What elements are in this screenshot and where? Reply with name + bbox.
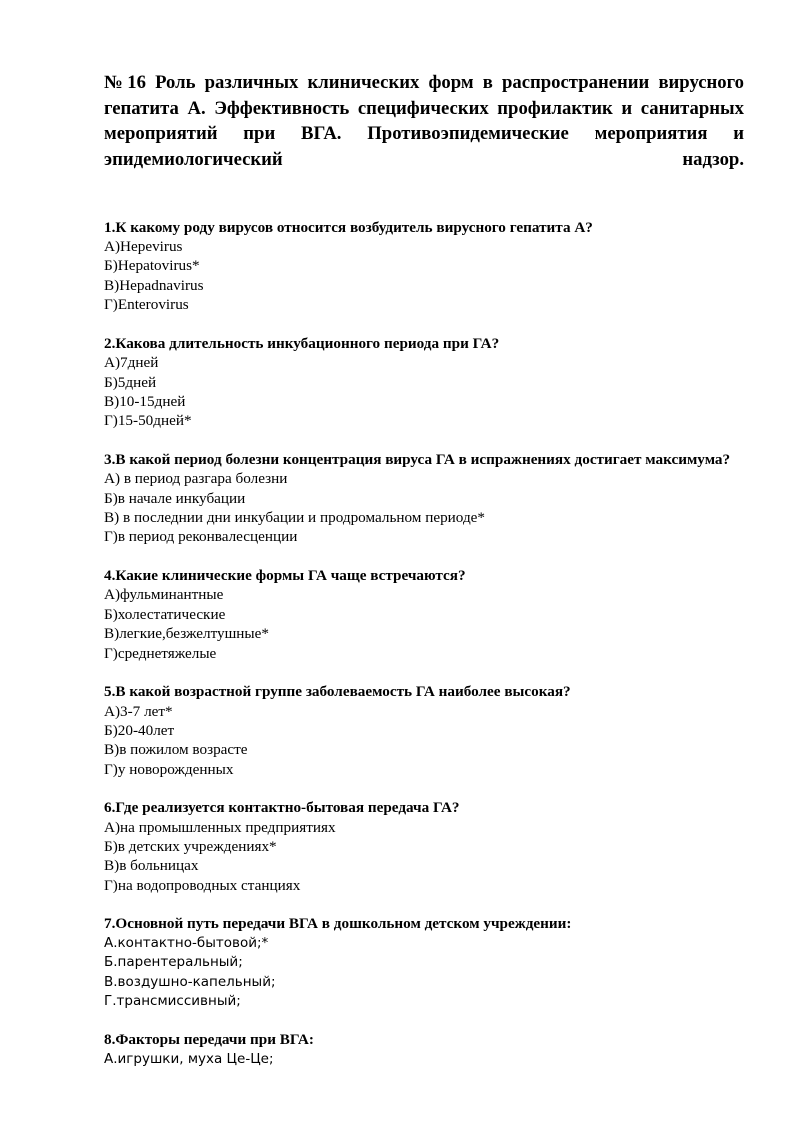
question-text: 1.К какому роду вирусов относится возбудитель вирусного гепатита А?: [104, 218, 593, 236]
answer-option: Г)у новорожденных: [104, 760, 234, 778]
document-title: №16 Роль различных клинических форм в распространении вирусного гепатита А. Эффективность специфических профилактик и санитарных мероприятий при ВГА. Противоэпидемические мероприятия и эпидемиологический надзор.: [104, 72, 744, 170]
question-text: 7.Основной путь передачи ВГА в дошкольном детском учреждении:: [104, 915, 572, 933]
document-page: [104, 70, 744, 1089]
answer-option: Г.трансмиссивный;: [104, 992, 241, 1009]
answer-option: А.контактно-бытовой;*: [104, 934, 269, 951]
answer-option: Б)5дней: [104, 373, 157, 391]
answer-option: Б)в начале инкубации: [104, 489, 246, 507]
question-6: [104, 799, 744, 895]
question-3: [104, 451, 744, 547]
answer-option: Г)Enterovirus: [104, 296, 189, 314]
question-text: 6.Где реализуется контактно-бытовая передача ГА?: [104, 799, 460, 817]
answer-option: А)фульминантные: [104, 586, 224, 604]
answer-option: А.игрушки, муха Це-Це;: [104, 1050, 274, 1067]
answer-option: В.воздушно-капельный;: [104, 973, 276, 990]
answer-option: Б)в детских учреждениях*: [104, 838, 277, 856]
answer-option: Б.парентеральный;: [104, 954, 243, 971]
answer-option: А) в период разгара болезни: [104, 470, 288, 488]
answer-option: В) в последнии дни инкубации и продромальном периоде*: [104, 509, 486, 527]
answer-option: А)3-7 лет*: [104, 702, 173, 720]
answer-option: А)7дней: [104, 354, 159, 372]
question-text: 4.Какие клинические формы ГА чаще встречаются?: [104, 566, 466, 584]
question-7: [104, 915, 744, 1011]
question-5: [104, 683, 744, 779]
question-text: 8.Факторы передачи при ВГА:: [104, 1031, 314, 1049]
question-text: 5.В какой возрастной группе заболеваемость ГА наиболее высокая?: [104, 683, 571, 700]
answer-option: Б)Hepatovirus*: [104, 257, 200, 275]
question-text: 3.В какой период болезни концентрация вируса ГА в испражнениях достигает максимума?: [104, 450, 731, 468]
question-text: 2.Какова длительность инкубационного периода при ГА?: [104, 334, 500, 352]
question-1: [104, 219, 744, 315]
answer-option: Б)20-40лет: [104, 721, 175, 739]
answer-option: Г)в период реконвалесценции: [104, 528, 298, 546]
answer-option: В)в больницах: [104, 857, 199, 875]
answer-option: Б)холестатические: [104, 605, 226, 623]
answer-option: Г)среднетяжелые: [104, 644, 217, 662]
question-2: [104, 335, 744, 431]
answer-option: В)Hepadnavirus: [104, 276, 204, 294]
answer-option: Г)15-50дней*: [104, 412, 192, 430]
question-4: [104, 567, 744, 663]
answer-option: А)на промышленных предприятиях: [104, 818, 336, 836]
answer-option: В)легкие,безжелтушные*: [104, 625, 269, 643]
answer-option: В)10-15дней: [104, 392, 186, 410]
answer-option: А)Hepevirus: [104, 238, 183, 255]
answer-option: В)в пожилом возрасте: [104, 741, 248, 759]
answer-option: Г)на водопроводных станциях: [104, 876, 301, 894]
question-8: [104, 1031, 744, 1069]
